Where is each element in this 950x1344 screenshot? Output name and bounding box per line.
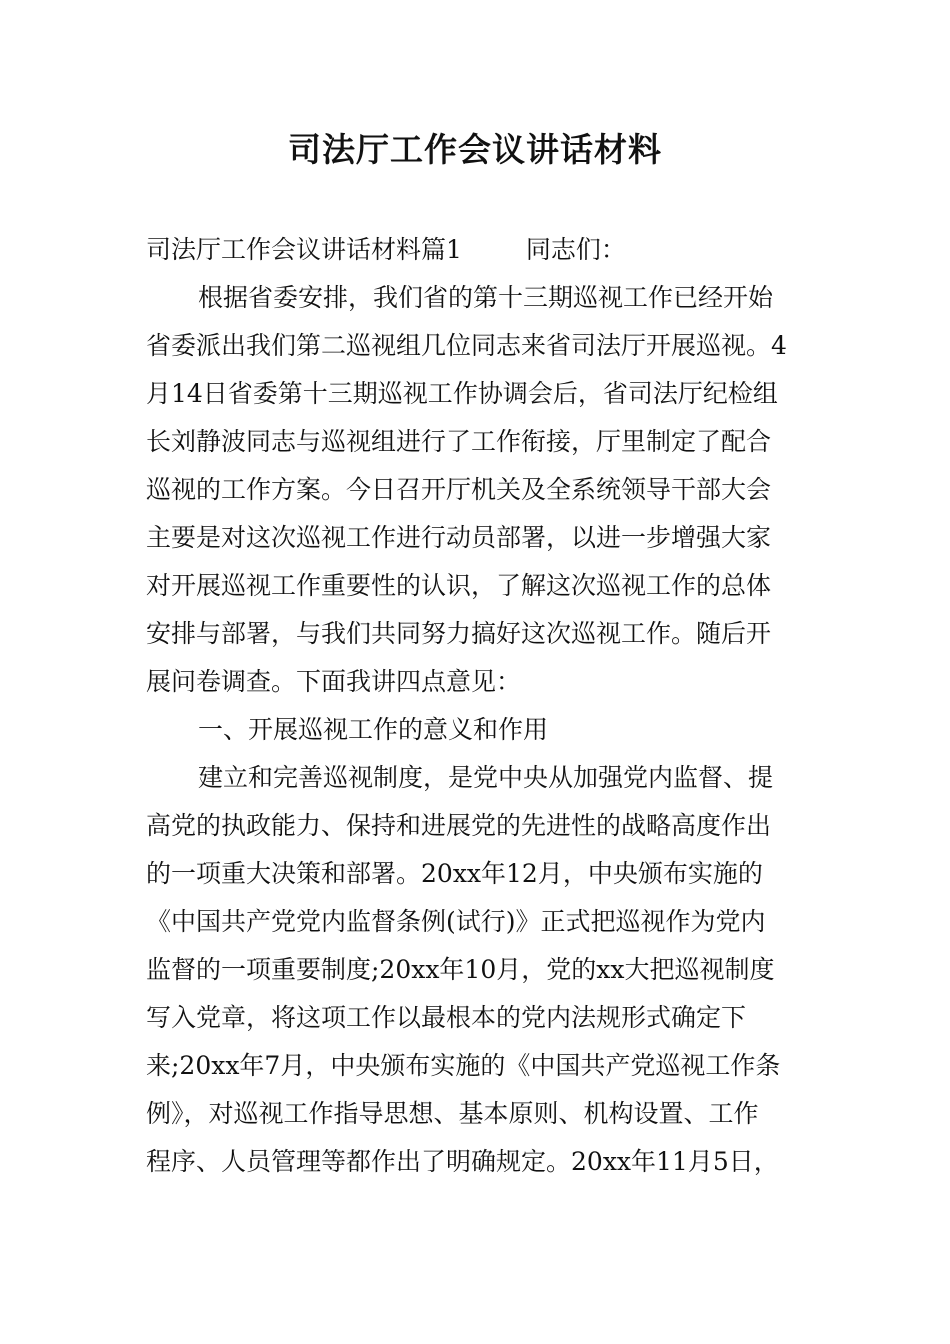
document-body	[146, 226, 806, 1186]
line-text: 程序、人员管理等都作出了明确规定。20xx年11月5日，	[146, 1147, 779, 1176]
paragraph-line	[146, 1042, 806, 1090]
paragraph-line	[146, 898, 806, 946]
paragraph-line	[146, 706, 806, 754]
line-text: 巡视的工作方案。今日召开厅机关及全系统领导干部大会	[146, 475, 772, 504]
line-text: 长刘静波同志与巡视组进行了工作衔接，厅里制定了配合	[146, 427, 772, 456]
paragraph-line	[146, 274, 806, 322]
paragraph-line	[146, 466, 806, 514]
paragraph-line	[146, 610, 806, 658]
document-title: 司法厅工作会议讲话材料	[288, 130, 662, 169]
line-text: 来;20xx年7月，中央颁布实施的《中国共产党巡视工作条	[146, 1051, 781, 1080]
paragraph-line	[146, 802, 806, 850]
paragraph-line	[146, 658, 806, 706]
line-text: 省委派出我们第二巡视组几位同志来省司法厅开展巡视。4	[146, 331, 787, 360]
paragraph-line	[146, 1090, 806, 1138]
line-text: 司法厅工作会议讲话材料篇1	[146, 235, 462, 264]
line-text: 写入党章，将这项工作以最根本的党内法规形式确定下	[146, 1003, 747, 1032]
paragraph-line	[146, 322, 806, 370]
line-text: 对开展巡视工作重要性的认识，了解这次巡视工作的总体	[146, 571, 772, 600]
line-text: 展问卷调查。下面我讲四点意见：	[146, 667, 522, 696]
paragraph-line	[146, 946, 806, 994]
paragraph-line	[146, 994, 806, 1042]
paragraph-line	[146, 226, 806, 274]
line-text: 监督的一项重要制度;20xx年10月，党的xx大把巡视制度	[146, 955, 775, 984]
paragraph-line	[146, 370, 806, 418]
line-text: 《中国共产党党内监督条例(试行)》正式把巡视作为党内	[146, 907, 766, 936]
line-text: 高党的执政能力、保持和进展党的先进性的战略高度作出	[146, 811, 772, 840]
line-text: 安排与部署，与我们共同努力搞好这次巡视工作。随后开	[146, 619, 772, 648]
line-text: 的一项重大决策和部署。20xx年12月，中央颁布实施的	[146, 859, 763, 888]
line-text: 一、开展巡视工作的意义和作用	[198, 715, 549, 744]
paragraph-line	[146, 1138, 806, 1186]
paragraph-line	[146, 514, 806, 562]
line-text: 根据省委安排，我们省的第十三期巡视工作已经开始	[198, 283, 774, 312]
paragraph-line	[146, 754, 806, 802]
line-text: 月14日省委第十三期巡视工作协调会后，省司法厅纪检组	[146, 379, 778, 408]
line-text: 例》，对巡视工作指导思想、基本原则、机构设置、工作	[146, 1099, 759, 1128]
line-text: 主要是对这次巡视工作进行动员部署，以进一步增强大家	[146, 523, 772, 552]
paragraph-line	[146, 850, 806, 898]
paragraph-line	[146, 562, 806, 610]
salutation: 同志们：	[525, 235, 626, 264]
paragraph-line	[146, 418, 806, 466]
line-text: 建立和完善巡视制度，是党中央从加强党内监督、提	[198, 763, 774, 792]
